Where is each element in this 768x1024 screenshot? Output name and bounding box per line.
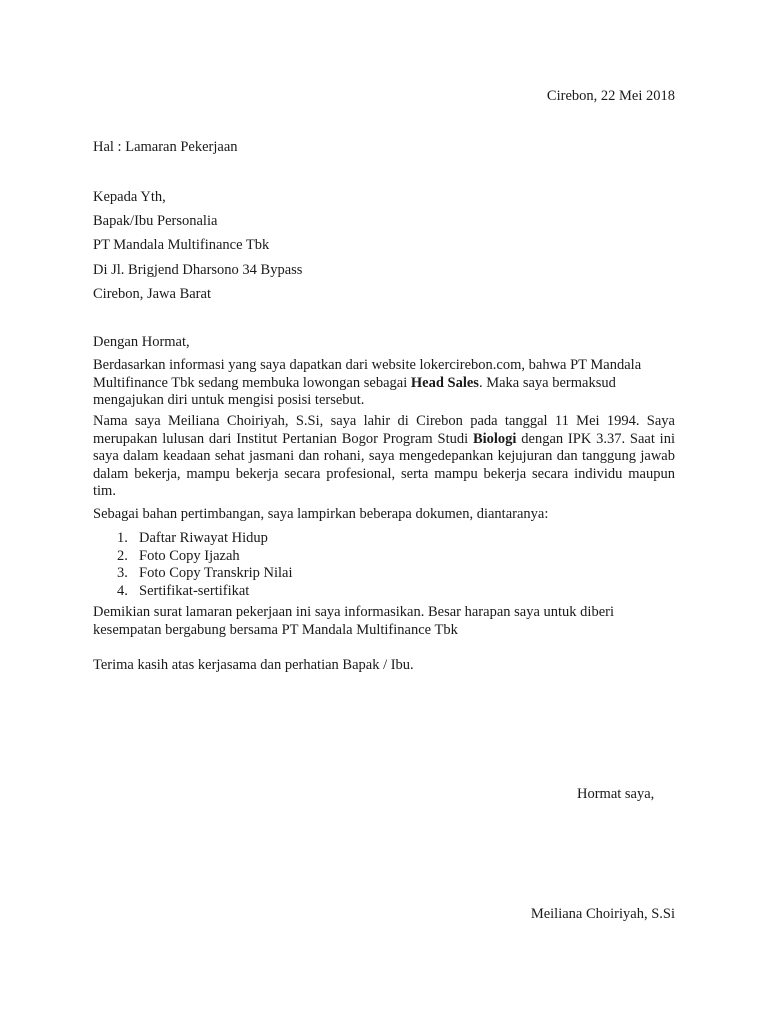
list-item: [117, 548, 292, 566]
recipient-line-4: Cirebon, Jawa Barat: [93, 286, 211, 302]
paragraph-5: Terima kasih atas kerjasama dan perhatian Bapak / Ibu.: [93, 657, 414, 673]
paragraph-1-text-b: . Maka saya bermaksud mengajukan diri untuk mengisi posisi tersebut.: [93, 374, 616, 408]
position-name: Head Sales: [410, 374, 479, 391]
paragraph-2: [93, 413, 675, 501]
subject-line: Hal : Lamaran Pekerjaan: [93, 139, 238, 155]
recipient-line-1: Bapak/Ibu Personalia: [93, 213, 218, 229]
recipient-greeting: Kepada Yth,: [93, 189, 166, 205]
paragraph-1-text-a: Berdasarkan informasi yang saya dapatkan dari website lokercirebon.com, bahwa PT Mandala Multifinance Tbk sedang membuka lowongan sebagai: [93, 357, 642, 391]
closing: Hormat saya,: [577, 786, 655, 802]
attachment-list: [117, 530, 292, 600]
list-number: 1.: [117, 530, 128, 546]
paragraph-3: Sebagai bahan pertimbangan, saya lampirkan beberapa dokumen, diantaranya:: [93, 506, 549, 522]
paragraph-1: [93, 357, 648, 410]
list-number: 4.: [117, 582, 128, 599]
recipient-line-2: PT Mandala Multifinance Tbk: [93, 237, 270, 253]
list-item: [117, 583, 292, 601]
list-number: 3.: [117, 565, 128, 581]
paragraph-4: Demikian surat lamaran pekerjaan ini saya informasikan. Besar harapan saya untuk diberi kesempatan bergabung bersama PT Mandala Multifinance Tbk: [93, 604, 615, 638]
list-item: [117, 565, 292, 583]
list-item: [117, 530, 292, 548]
salutation: Dengan Hormat,: [93, 334, 190, 350]
study-program: Biologi: [472, 430, 517, 447]
list-text: Sertifikat-sertifikat: [139, 582, 250, 599]
recipient-line-3: Di Jl. Brigjend Dharsono 34 Bypass: [93, 262, 303, 278]
date-line: Cirebon, 22 Mei 2018: [546, 88, 675, 104]
list-number: 2.: [117, 547, 128, 564]
list-text: Daftar Riwayat Hidup: [139, 530, 268, 546]
paragraph-2-text-a: Nama saya Meiliana Choiriyah, S.Si, saya lahir di Cirebon pada tanggal 11 Mei 1994. Saya merupakan lulusan dari Institut Pertanian Bogor Program Studi: [93, 413, 675, 447]
list-text: Foto Copy Transkrip Nilai: [139, 565, 293, 581]
signature-name: Meiliana Choiriyah, S.Si: [530, 906, 675, 922]
paragraph-2-text-b: dengan IPK 3.37. Saat ini saya dalam keadaan sehat jasmani dan rohani, saya mengedepankan kejujuran dan tanggung jawab dalam bekerja, mampu bekerja secara profesional, serta mampu bekerja secara individu maupun tim.: [93, 430, 675, 499]
list-text: Foto Copy Ijazah: [139, 547, 240, 564]
